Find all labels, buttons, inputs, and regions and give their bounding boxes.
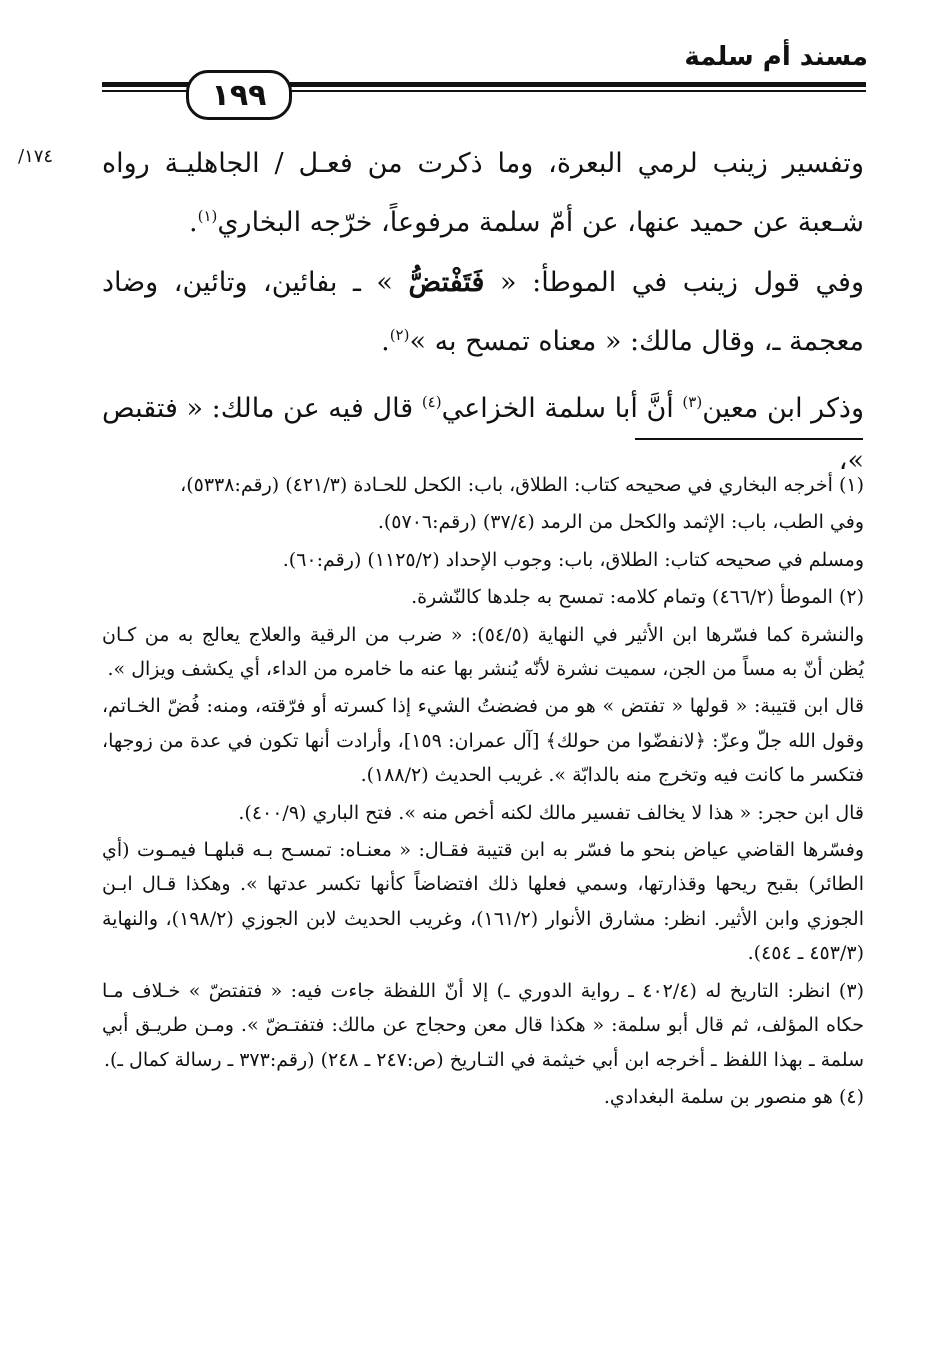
footnote-line: قال ابن قتيبة: « قولها « تفتض » هو من فضضتُ الشيء إذا كسرته أو فرّقته، ومنه: فُضّ الخـاتم، وقول الله جلّ وعزّ: ﴿لانفضّوا من حولك﴾ [آل عمران: ١٥٩]، وأرادت أنها تكون في عدة من زوجها، فتكسر ما كانت فيه وتخرج منه بالدابّة ». غريب الحديث (١٨٨/٢). [102,695,864,787]
paragraph-3-text: وذكر ابن معين [702,393,864,424]
paragraph-3-end: قال فيه عن مالك: « فتقبص »، [102,393,864,476]
footnote-line: (١) أخرجه البخاري في صحيحه كتاب: الطلاق، باب: الكحل للحـادة (٤٢١/٣) (رقم:٥٣٣٨)، [180,474,864,496]
paragraph-3-text-cont: أنَّ أبا سلمة الخزاعي [441,393,683,424]
footnote-separator [635,438,863,440]
paragraph-1 [102,138,864,249]
paragraph-2-text-cont: » ـ بفائين، وتائين، وضاد معجمة ـ، وقال مالك: « معناه تمسح به » [102,267,864,357]
bold-word: فَتَفْتضُّ [408,267,485,298]
main-text [102,138,864,487]
manuscript-folio-ref: /١٧٤ [18,146,54,167]
footnote-line: قال ابن حجر: « هذا لا يخالف تفسير مالك لكنه أخص منه ». فتح الباري (٤٠٠/٩). [238,801,864,824]
footnote-line: ومسلم في صحيحه كتاب: الطلاق، باب: وجوب الإحداد (١١٢٥/٢) (رقم:٦٠). [282,548,864,571]
footnote-line: وفسّرها القاضي عياض بنحو ما فسّر به ابن قتيبة فقـال: « معنـاه: تمسـح بـه قبلهـا فيمـوت (أي الطائر) بقبح ريحها وقذارتها، وسمي فعلها ذلك افتضاضاً كأنها تكسر عدتها ». وهكذا قـال ابـن الجوزي وابن الأثير. انظر: مشارق الأنوار (١٦١/٢)، وغريب الحديث لابن الجوزي (١٩٨/٢)، والنهاية (٤٥٣/٣ ـ ٤٥٤). [102,839,864,965]
footnote-line: (٢) الموطأ (٤٦٦/٢) وتمام كلامه: تمسح به جلدها كالنّشرة. [411,586,864,609]
paragraph-2-end: . [381,326,390,357]
paragraph-1-text: وتفسير زينب لرمي البعرة، وما ذكرت من فعـل / الجاهليـة رواه شـعبة عن حميد عنها، عن أمّ سلمة مرفوعاً، خرّجه البخاري [102,148,864,238]
paragraph-2-text: وفي قول زينب في الموطأ: « [500,267,865,298]
footnote-ref-3: (٣) [682,393,703,411]
footnote-line: وفي الطب، باب: الإثمد والكحل من الرمد (٣٧/٤) (رقم:٥٧٠٦). [377,511,864,534]
footnote-ref-1: (١) [197,207,218,225]
paragraph-1-end: . [189,207,198,238]
footnote-ref-2: (٢) [389,326,410,344]
footnote-line: (٤) هو منصور بن سلمة البغدادي. [603,1085,864,1108]
footnotes [102,468,864,1117]
running-title: مسند أم سلمة [684,42,868,72]
footnote-ref-4: (٤) [421,393,442,411]
footnote-line: والنشرة كما فسّرها ابن الأثير في النهاية (٥٤/٥): « ضرب من الرقية والعلاج يعالج به من كـان يُظن أنّ به مساً من الجن، سميت نشرة لأنّه يُنشر بها عنه ما خامره من الداء، أي يكشف ويزال ». [102,623,864,681]
paragraph-2 [102,257,864,368]
page-number: ١٩٩ [186,70,292,120]
footnote-line: (٣) انظر: التاريخ له (٤٠٢/٤ ـ رواية الدوري ـ) إلا أنّ اللفظة جاءت فيه: « فتفتضّ » خـلاف مـا حكاه المؤلف، ثم قال أبو سلمة: « هكذا قال معن وحجاج عن مالك: فتفتـضّ ». ومـن طريـق أبي سلمة ـ بهذا اللفظ ـ أخرجه ابن أبي خيثمة في التـاريخ (ص:٢٤٧ ـ ٢٤٨) (رقم:٣٧٣ ـ رسالة كمال ـ). [102,979,864,1071]
